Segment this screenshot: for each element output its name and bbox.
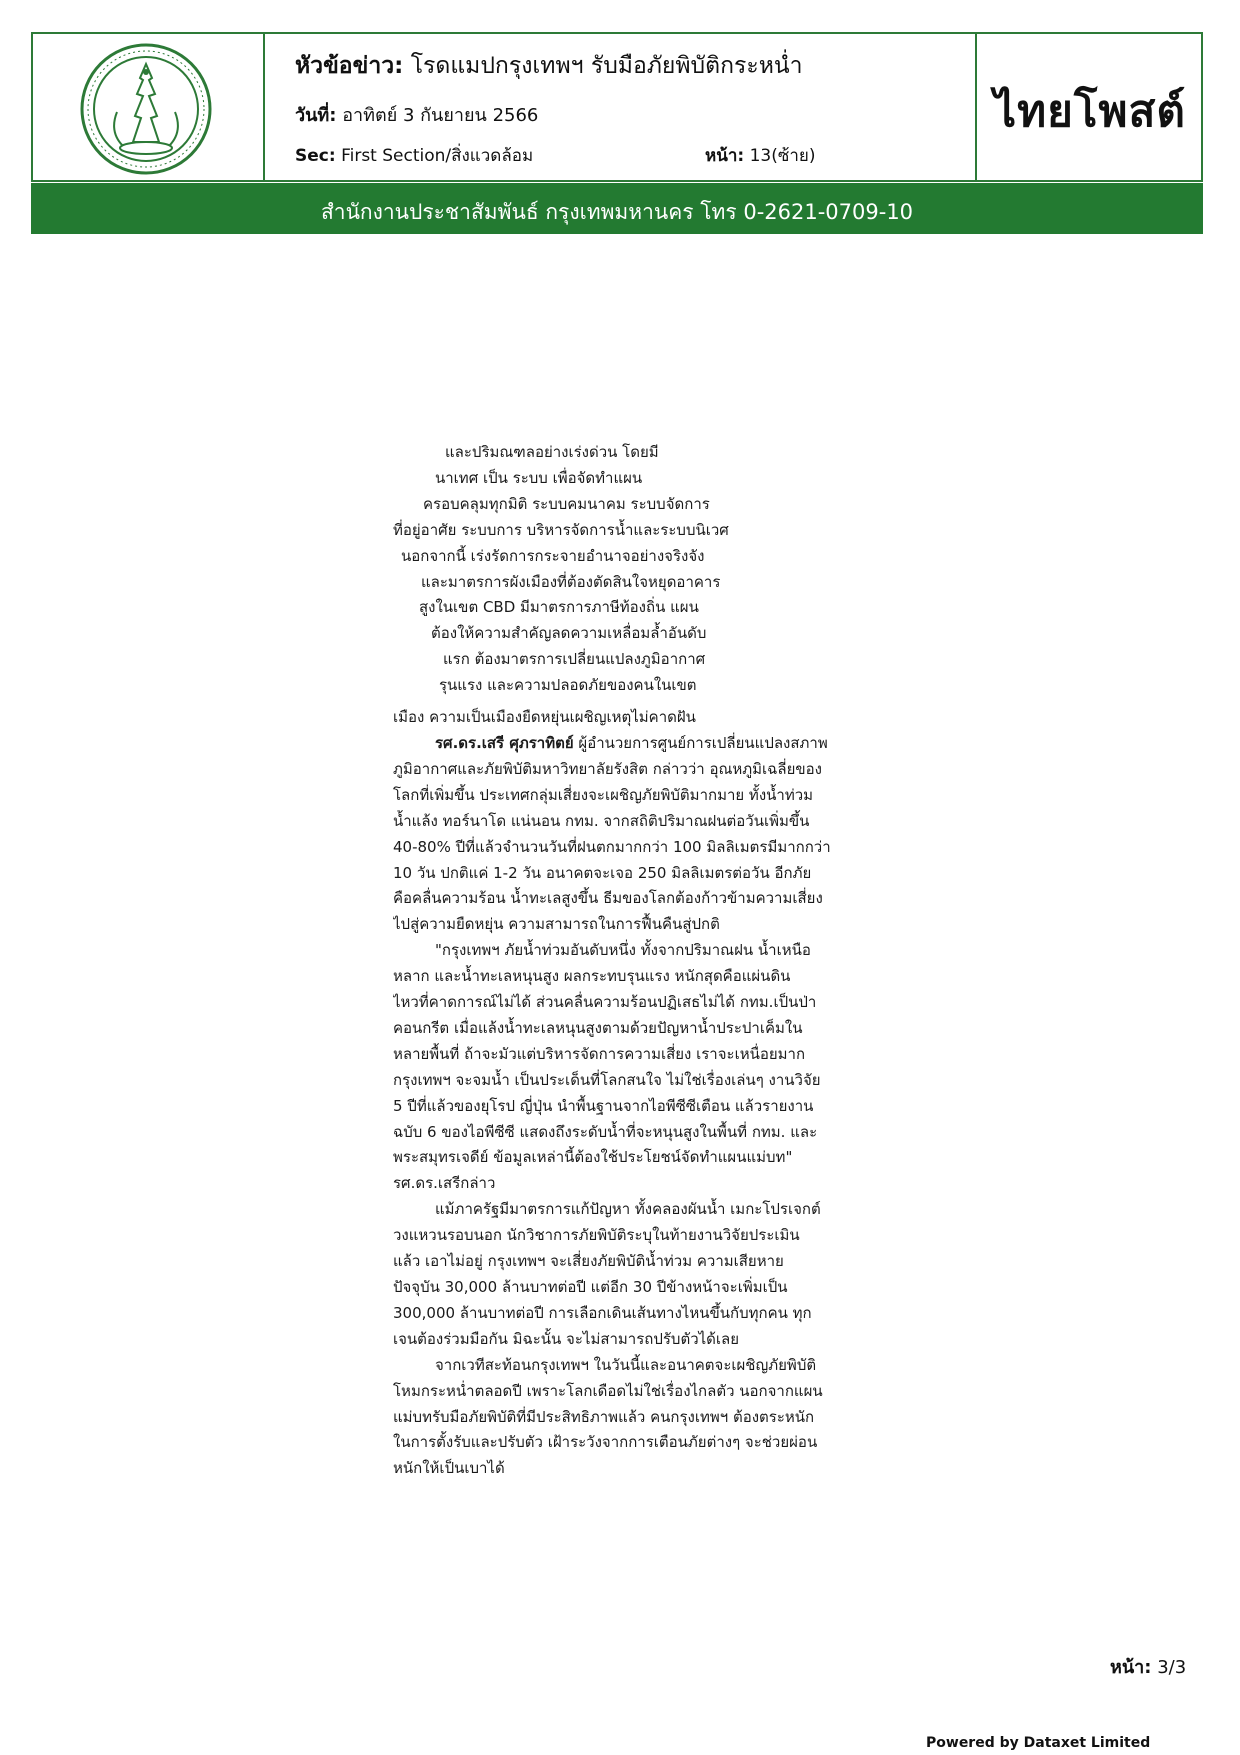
date-row [295, 100, 538, 129]
intro-line: สูงในเขต CBD มีมาตรการภาษีท้องถิ่น แผน [419, 598, 699, 617]
intro-line: และมาตรการผังเมืองที่ต้องตัดสินใจหยุดอาคาร [421, 572, 721, 591]
paragraph-1 [393, 731, 863, 938]
paragraph-line: คือคลื่นความร้อน น้ำทะเลสูงขึ้น ธีมของโลกต้องก้าวข้ามความเสี่ยง [393, 889, 823, 908]
paragraph-1-first-text: ผู้อำนวยการศูนย์การเปลี่ยนแปลงสภาพ [573, 733, 828, 752]
paragraph-line: แล้ว เอาไม่อยู่ กรุงเทพฯ จะเสี่ยงภัยพิบัติน้ำท่วม ความเสียหาย [393, 1252, 784, 1271]
date-value: อาทิตย์ 3 กันยายน 2566 [342, 105, 539, 126]
paragraph-5 [393, 1353, 863, 1483]
page-counter-label: หน้า: [1110, 1657, 1152, 1678]
intro-line: รุนแรง และความปลอดภัยของคนในเขต [439, 676, 697, 695]
paragraph-line: ไหวที่คาดการณ์ไม่ได้ ส่วนคลื่นความร้อนปฏิเสธไม่ได้ กทม.เป็นป่า [393, 993, 817, 1012]
intro-line: เมือง ความเป็นเมืองยืดหยุ่นเผชิญเหตุไม่คาดฝัน [393, 708, 696, 727]
speaker-name: รศ.ดร.เสรี ศุภราทิตย์ [435, 733, 574, 752]
info-cell [265, 34, 977, 180]
paragraph-line: หลายพื้นที่ ถ้าจะมัวแต่บริหารจัดการความเสี่ยง เราจะเหนื่อยมาก [393, 1044, 806, 1063]
paragraph-3 [393, 1094, 863, 1198]
publication-logo: ไทยโพสต์ [994, 86, 1186, 137]
paragraph-line: โหมกระหน่ำตลอดปี เพราะโลกเดือดไม่ใช่เรื่องไกลตัว นอกจากแผน [393, 1381, 823, 1400]
intro-line: ครอบคลุมทุกมิติ ระบบคมนาคม ระบบจัดการ [423, 494, 710, 513]
paragraph-line: ในการตั้งรับและปรับตัว เฝ้าระวังจากการเตือนภัยต่างๆ จะช่วยผ่อน [393, 1433, 818, 1452]
paragraph-line: เจนต้องร่วมมือกัน มิฉะนั้น จะไม่สามารถปรับตัวได้เลย [393, 1329, 740, 1348]
paragraph-line: วงแหวนรอบนอก นักวิชาการภัยพิบัติระบุในท้ายงานวิจัยประเมิน [393, 1226, 800, 1245]
paragraph-line: 10 วัน ปกติแค่ 1-2 วัน อนาคตจะเจอ 250 มิลลิเมตรต่อวัน อีกภัย [393, 863, 812, 882]
intro-line: และปริมณฑลอย่างเร่งด่วน โดยมี [445, 443, 659, 461]
paragraph-line: โลกที่เพิ่มขึ้น ประเทศกลุ่มเสี่ยงจะเผชิญภัยพิบัติมากมาย ทั้งน้ำท่วม [393, 785, 814, 804]
paragraph-line: หนักให้เป็นเบาได้ [393, 1459, 505, 1478]
powered-by: Powered by Dataxet Limited [926, 1735, 1151, 1751]
section-value: First Section/สิ่งแวดล้อม [341, 146, 534, 166]
intro-block [393, 440, 863, 731]
intro-line: นาเทศ เป็น ระบบ เพื่อจัดทำแผน [435, 468, 643, 487]
headline-row [295, 48, 803, 84]
paragraph-line: น้ำแล้ง ทอร์นาโด แน่นอน กทม. จากสถิติปริมาณฝนต่อวันเพิ่มขึ้น [393, 811, 810, 830]
page-label: หน้า: [705, 146, 745, 166]
paragraph-line: ไปสู่ความยืดหยุ่น ความสามารถในการฟื้นคืนสู่ปกติ [393, 915, 720, 934]
section-row [295, 142, 533, 169]
intro-line: นอกจากนี้ เร่งรัดการกระจายอำนาจอย่างจริงจัง [401, 546, 705, 565]
paragraph-line: จากเวทีสะท้อนกรุงเทพฯ ในวันนี้และอนาคตจะเผชิญภัยพิบัติ [435, 1355, 817, 1374]
intro-line: ที่อยู่อาศัย ระบบการ บริหารจัดการน้ำและระบบนิเวศ [393, 520, 729, 539]
paragraph-line: คอนกรีต เมื่อแล้งน้ำทะเลหนุนสูงตามด้วยปัญหาน้ำประปาเค็มใน [393, 1018, 803, 1037]
section-label: Sec: [295, 146, 336, 166]
paragraph-line: แม้ภาครัฐมีมาตรการแก้ปัญหา ทั้งคลองผันน้ำ เมกะโปรเจกต์ [435, 1200, 821, 1219]
paragraph-line: "กรุงเทพฯ ภัยน้ำท่วมอันดับหนึ่ง ทั้งจากปริมาณฝน น้ำเหนือ [435, 941, 811, 960]
paragraph-line: 5 ปีที่แล้วของยุโรป ญี่ปุ่น นำพื้นฐานจากไอพีซีซีเตือน แล้วรายงาน [393, 1096, 814, 1115]
paragraph-line: พระสมุทรเจดีย์ ข้อมูลเหล่านี้ต้องใช้ประโยชน์จัดทำแผนแม่บท" [393, 1148, 793, 1167]
paragraph-line: รศ.ดร.เสรีกล่าว [393, 1174, 496, 1193]
pr-banner-text: สำนักงานประชาสัมพันธ์ กรุงเทพมหานคร โทร 0-2621-0709-10 [320, 200, 914, 224]
paragraph-line: แม่บทรับมือภัยพิบัติที่มีประสิทธิภาพแล้ว คนกรุงเทพฯ ต้องตระหนัก [393, 1407, 815, 1426]
pr-banner [31, 183, 1203, 234]
bangkok-seal-icon [79, 42, 213, 176]
logo-cell [33, 34, 265, 180]
article-body [393, 440, 863, 1482]
paragraph-line: กรุงเทพฯ จะจมน้ำ เป็นประเด็นที่โลกสนใจ ไม่ใช่เรื่องเล่นๆ งานวิจัย [393, 1070, 821, 1089]
paragraph-line: 300,000 ล้านบาทต่อปี การเลือกเดินเส้นทางไหนขึ้นกับทุกคน ทุก [393, 1303, 812, 1322]
paragraph-line: ภูมิอากาศและภัยพิบัติมหาวิทยาลัยรังสิต กล่าวว่า อุณหภูมิเฉลี่ยของ [393, 759, 822, 778]
paragraph-line: หลาก และน้ำทะเลหนุนสูง ผลกระทบรุนแรง หนักสุดคือแผ่นดิน [393, 967, 791, 986]
intro-line: ต้องให้ความสำคัญลดความเหลื่อมล้ำอันดับ [431, 624, 707, 643]
paragraph-line: 40-80% ปีที่แล้วจำนวนวันที่ฝนตกมากกว่า 100 มิลลิเมตรมีมากกว่า [393, 837, 831, 856]
clipping-header [31, 32, 1203, 182]
date-label: วันที่: [295, 105, 337, 126]
page-row [705, 142, 816, 169]
page-counter [1110, 1652, 1186, 1681]
paragraph-2 [393, 938, 863, 1093]
page-counter-value: 3/3 [1157, 1657, 1187, 1678]
paragraph-line: ฉบับ 6 ของไอพีซีซี แสดงถึงระดับน้ำที่จะหนุนสูงในพื้นที่ กทม. และ [393, 1122, 818, 1141]
paragraph-1-first-line [393, 731, 863, 757]
paragraph-4 [393, 1197, 863, 1352]
headline-label: หัวข้อข่าว: [295, 53, 404, 79]
page-value: 13(ซ้าย) [749, 146, 816, 166]
paragraph-line: ปัจจุบัน 30,000 ล้านบาทต่อปี แต่อีก 30 ปีข้างหน้าจะเพิ่มเป็น [393, 1278, 788, 1296]
publication-cell [977, 34, 1203, 180]
intro-line: แรก ต้องมาตรการเปลี่ยนแปลงภูมิอากาศ [443, 650, 706, 669]
headline: โรดแมปกรุงเทพฯ รับมือภัยพิบัติกระหน่ำ [410, 53, 803, 79]
